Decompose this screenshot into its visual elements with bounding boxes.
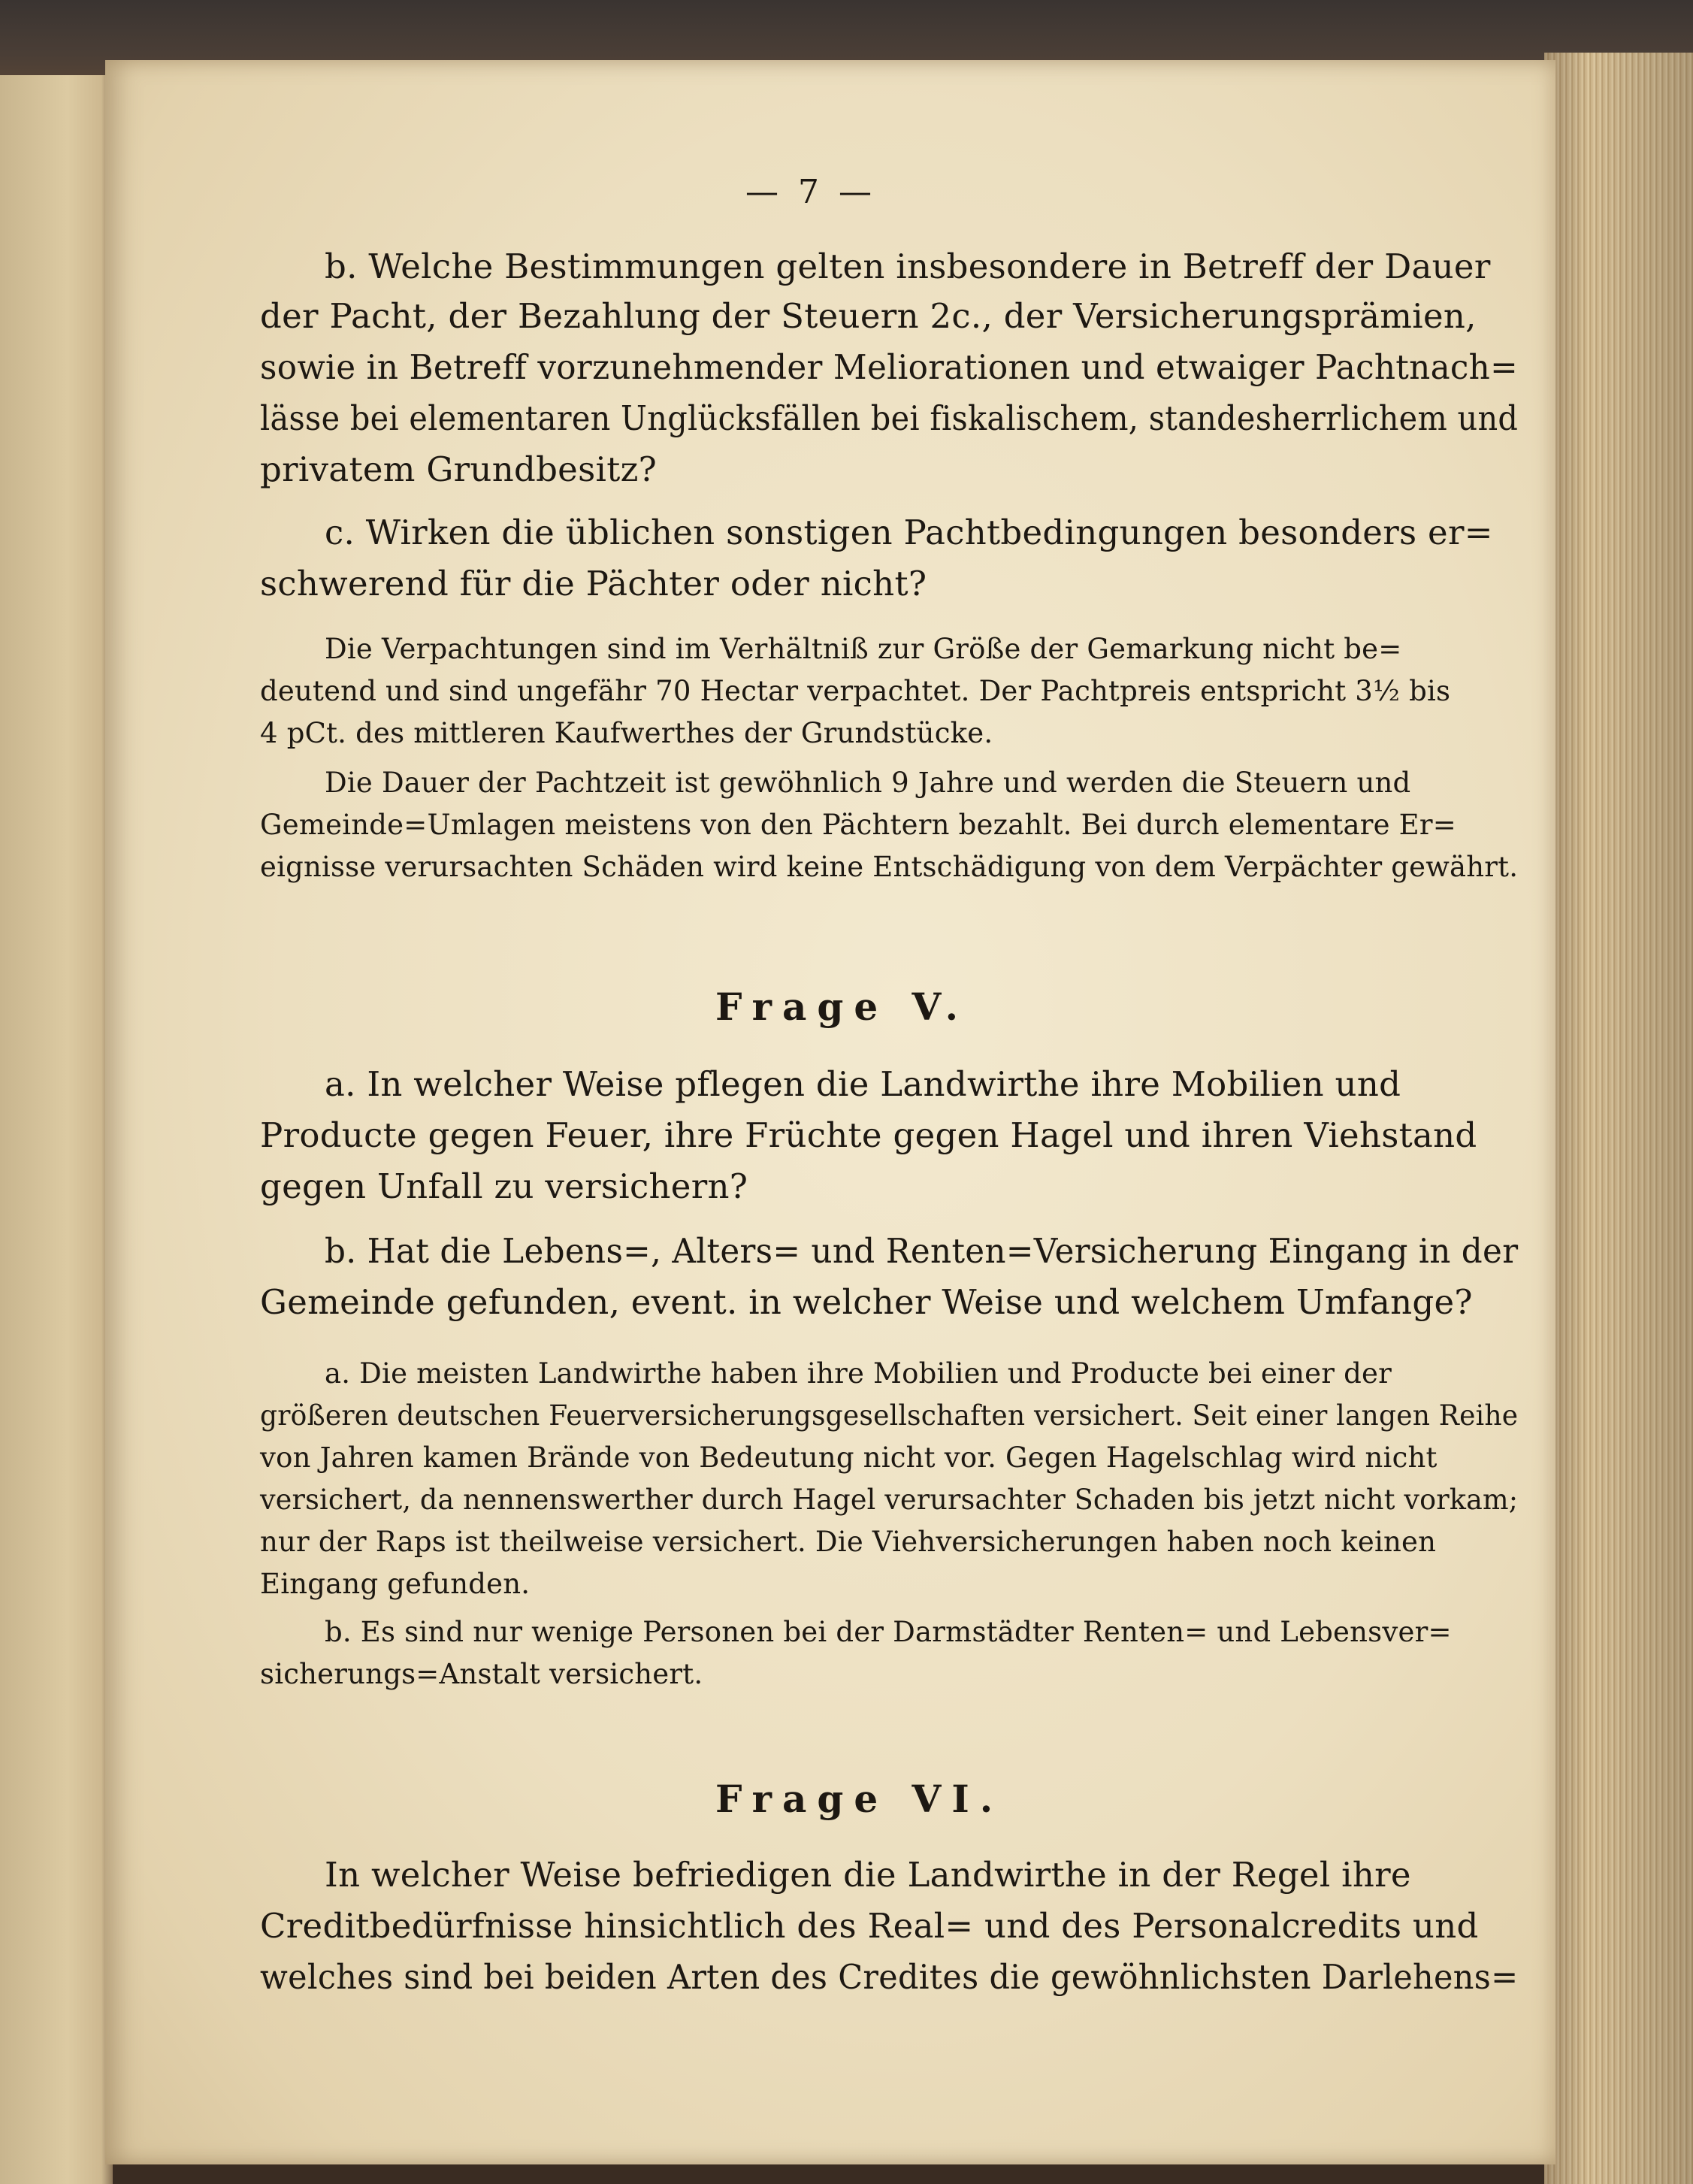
facing-page-edge <box>0 75 113 2184</box>
answer-line: sicherungs=Anstalt versichert. <box>260 1658 703 1690</box>
question-line: a. In welcher Weise pflegen die Landwirthe ihre Mobilien und <box>325 1064 1401 1104</box>
section-heading: Frage VI. <box>715 1777 1004 1821</box>
answer-line: a. Die meisten Landwirthe haben ihre Mobilien und Producte bei einer der <box>325 1357 1392 1390</box>
question-line: lässe bei elementaren Unglücksfällen bei fiskalischem, standesherrlichem und <box>260 398 1519 438</box>
answer-line: Eingang gefunden. <box>260 1568 531 1600</box>
question-line: Creditbedürfnisse hinsichtlich des Real= und des Personalcredits und <box>260 1906 1479 1946</box>
page-block-edges <box>1544 53 1693 2184</box>
page-number: — 7 — <box>745 173 876 211</box>
book-page <box>105 60 1555 2164</box>
answer-line: Gemeinde=Umlagen meistens von den Pächtern bezahlt. Bei durch elementare Er= <box>260 809 1456 841</box>
question-line: c. Wirken die üblichen sonstigen Pachtbedingungen besonders er= <box>325 513 1493 552</box>
question-line: sowie in Betreff vorzunehmender Meliorationen und etwaiger Pachtnach= <box>260 347 1519 387</box>
question-line: welches sind bei beiden Arten des Credites die gewöhnlichsten Darlehens= <box>260 1957 1519 1997</box>
answer-line: Die Verpachtungen sind im Verhältniß zur Größe der Gemarkung nicht be= <box>325 633 1402 665</box>
answer-line: b. Es sind nur wenige Personen bei der Darmstädter Renten= und Lebensver= <box>325 1616 1452 1648</box>
answer-line: nur der Raps ist theilweise versichert. Die Viehversicherungen haben noch keinen <box>260 1526 1437 1558</box>
question-line: b. Hat die Lebens=, Alters= und Renten=Versicherung Eingang in der <box>325 1231 1519 1271</box>
answer-line: versichert, da nennenswerther durch Hagel verursachter Schaden bis jetzt nicht vorkam; <box>260 1484 1519 1516</box>
answer-line: von Jahren kamen Brände von Bedeutung nicht vor. Gegen Hagelschlag wird nicht <box>260 1441 1438 1474</box>
question-line: b. Welche Bestimmungen gelten insbesondere in Betreff der Dauer <box>325 247 1491 286</box>
question-line: privatem Grundbesitz? <box>260 449 658 489</box>
answer-line: eignisse verursachten Schäden wird keine Entschädigung von dem Verpächter gewährt. <box>260 851 1519 883</box>
question-line: der Pacht, der Bezahlung der Steuern 2c., der Versicherungsprämien, <box>260 296 1477 336</box>
answer-line: größeren deutschen Feuerversicherungsgesellschaften versichert. Seit einer langen Reihe <box>260 1399 1519 1432</box>
question-line: schwerend für die Pächter oder nicht? <box>260 564 927 603</box>
answer-line: deutend und sind ungefähr 70 Hectar verpachtet. Der Pachtpreis entspricht 3½ bis <box>260 675 1451 707</box>
question-line: Producte gegen Feuer, ihre Früchte gegen Hagel und ihren Viehstand <box>260 1115 1477 1155</box>
question-line: gegen Unfall zu versichern? <box>260 1166 748 1206</box>
question-line: In welcher Weise befriedigen die Landwirthe in der Regel ihre <box>325 1855 1411 1895</box>
section-heading: Frage V. <box>715 985 969 1029</box>
question-line: Gemeinde gefunden, event. in welcher Weise und welchem Umfange? <box>260 1282 1473 1322</box>
answer-line: Die Dauer der Pachtzeit ist gewöhnlich 9 Jahre und werden die Steuern und <box>325 767 1411 799</box>
answer-line: 4 pCt. des mittleren Kaufwerthes der Grundstücke. <box>260 717 993 749</box>
